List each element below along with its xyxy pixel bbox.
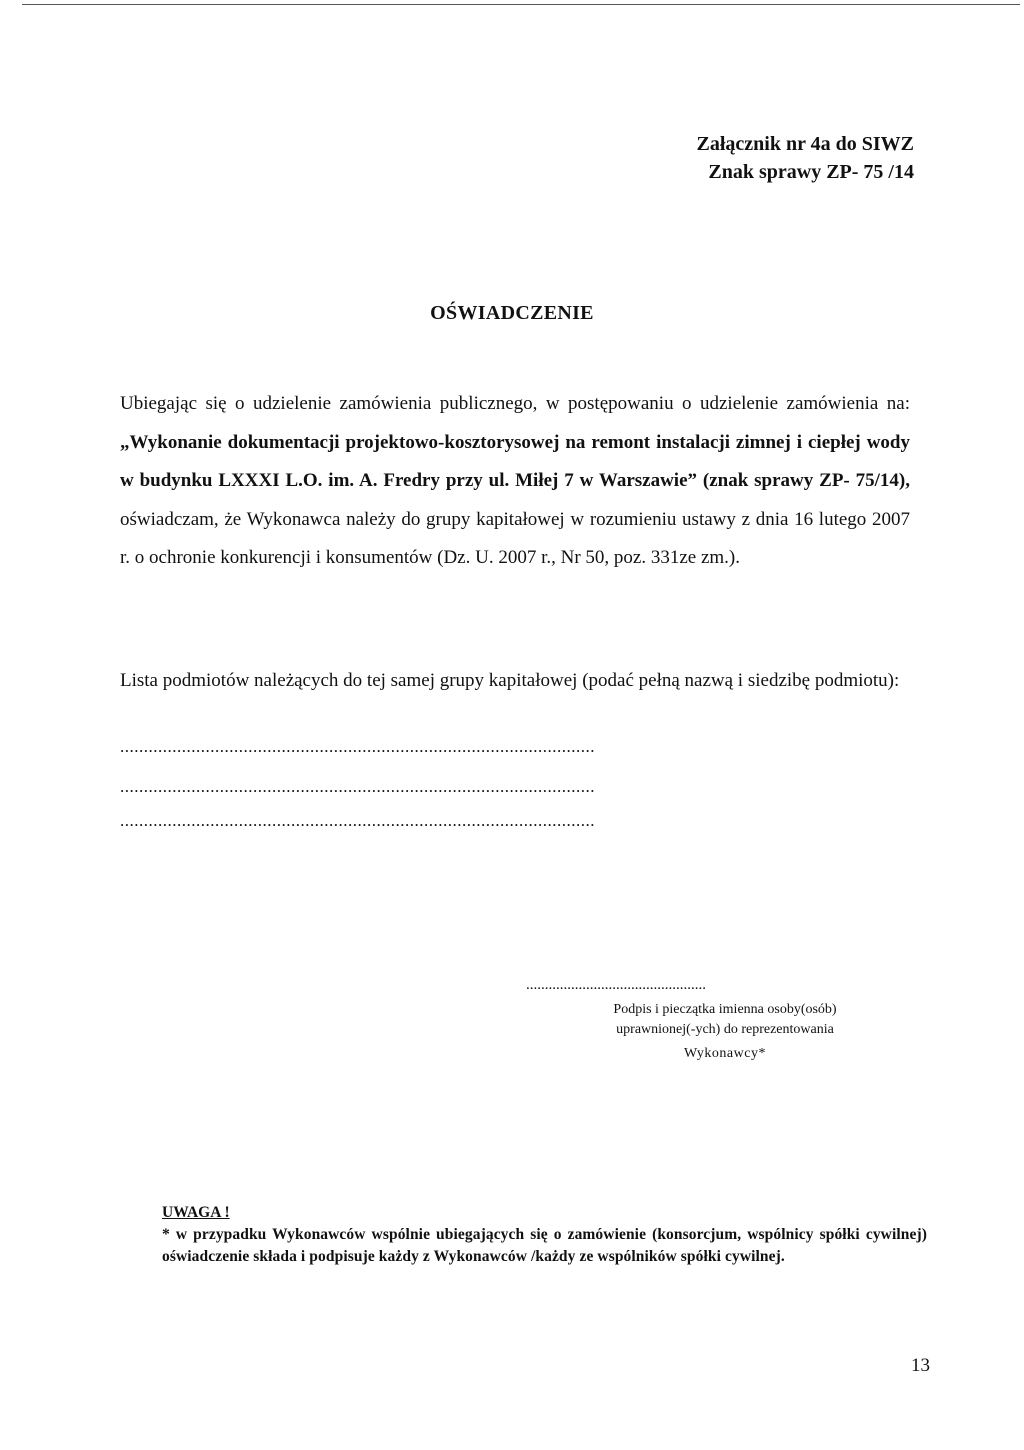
attachment-label: Załącznik nr 4a do SIWZ: [696, 133, 914, 155]
document-header: [697, 130, 914, 186]
declaration-statement: oświadczam, że Wykonawca należy do grupy kapitałowej w rozumieniu ustawy z dnia 16 lutego 2007 r. o ochronie konkurencji i konsumentów (Dz. U. 2007 r., Nr 50, poz. 331ze zm.).: [120, 508, 910, 568]
page-number: 13: [911, 1355, 930, 1376]
fill-in-line[interactable]: ....................................................................................................: [120, 737, 595, 756]
declaration-paragraph: [120, 385, 910, 578]
signature-caption-line: uprawnionej(-ych) do reprezentowania: [616, 1022, 834, 1037]
declaration-intro: Ubiegając się o udzielenie zamówienia publicznego, w postępowaniu o udzielenie zamówienia na:: [120, 393, 910, 414]
signature-line[interactable]: ................................................: [526, 977, 706, 993]
signature-caption-role: Wykonawcy*: [684, 1046, 766, 1061]
fill-in-line[interactable]: ....................................................................................................: [120, 777, 595, 796]
group-list-label: Lista podmiotów należących do tej samej grupy kapitałowej (podać pełną nazwą i siedzibę podmiotu):: [120, 670, 900, 691]
note-text: * w przypadku Wykonawców wspólnie ubiegających się o zamówienie (konsorcjum, wspólnicy spółki cywilnej) oświadczenie składa i podpisuje każdy z Wykonawców /każdy ze wspólników spółki cywilnej.: [162, 1226, 927, 1265]
top-scan-rule: [22, 4, 1020, 5]
note-block: [162, 1202, 927, 1268]
case-reference: (znak sprawy ZP- 75/14),: [702, 470, 910, 491]
signature-caption-line: Podpis i pieczątka imienna osoby(osób): [613, 1002, 837, 1017]
fill-in-line[interactable]: ....................................................................................................: [120, 811, 595, 830]
contract-name: „Wykonanie dokumentacji projektowo-kosztorysowej na remont instalacji zimnej i ciepłej wody w budynku LXXXI L.O. im. A. Fredry przy ul. Miłej 7 w Warszawie”: [120, 431, 910, 491]
signature-caption: [575, 1000, 875, 1064]
note-title: UWAGA !: [162, 1204, 230, 1221]
case-number: Znak sprawy ZP- 75 /14: [708, 161, 914, 183]
document-title: OŚWIADCZENIE: [430, 302, 594, 324]
